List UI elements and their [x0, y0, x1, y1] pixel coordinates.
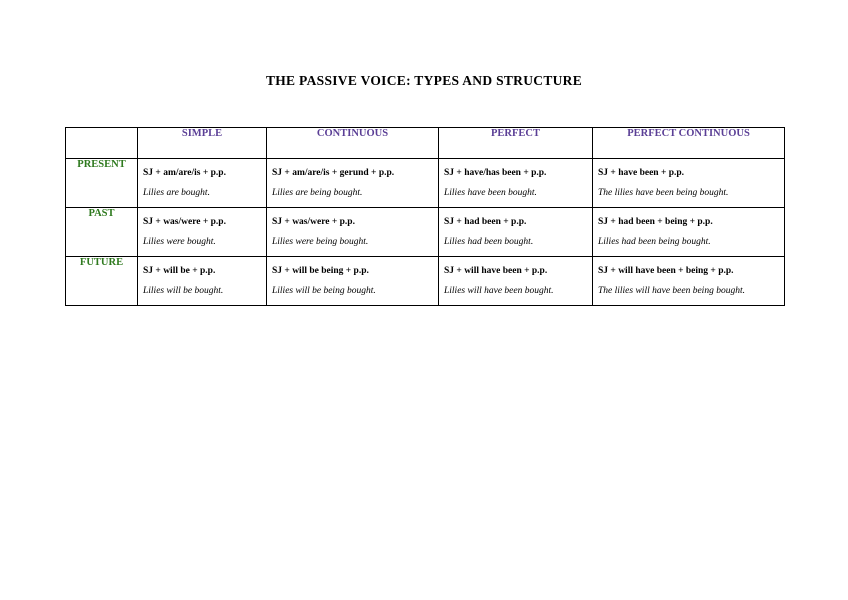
table-corner-cell [66, 128, 138, 159]
cell-example: Lilies have been bought. [444, 188, 537, 198]
cell-formula: SJ + will have been + p.p. [444, 266, 548, 276]
table-cell [593, 208, 785, 257]
cell-example: Lilies will have been bought. [444, 286, 554, 296]
table-cell [593, 159, 785, 208]
cell-example: The lilies will have been being bought. [598, 286, 745, 296]
table-row [66, 159, 785, 208]
table-cell [267, 257, 439, 306]
cell-formula: SJ + was/were + p.p. [272, 217, 355, 227]
cell-example: Lilies are being bought. [272, 188, 363, 198]
cell-formula: SJ + was/were + p.p. [143, 217, 226, 227]
table-header-row [66, 128, 785, 159]
cell-example: Lilies had been bought. [444, 237, 534, 247]
table-cell [439, 257, 593, 306]
passive-voice-table [65, 127, 785, 306]
table-cell [138, 257, 267, 306]
table-cell [138, 208, 267, 257]
table-cell [439, 208, 593, 257]
cell-example: The lilies have been being bought. [598, 188, 729, 198]
cell-example: Lilies had been being bought. [598, 237, 711, 247]
table-cell [439, 159, 593, 208]
cell-formula: SJ + have been + p.p. [598, 168, 685, 178]
cell-formula: SJ + will be being + p.p. [272, 266, 369, 276]
cell-formula: SJ + had been + p.p. [444, 217, 527, 227]
table-cell [593, 257, 785, 306]
row-header-present: PRESENT [66, 159, 138, 208]
table-cell [267, 159, 439, 208]
column-header-simple: SIMPLE [138, 128, 267, 159]
cell-formula: SJ + am/are/is + p.p. [143, 168, 226, 178]
cell-formula: SJ + had been + being + p.p. [598, 217, 713, 227]
table-cell [267, 208, 439, 257]
cell-example: Lilies were being bought. [272, 237, 369, 247]
table-row [66, 208, 785, 257]
column-header-perfect: PERFECT [439, 128, 593, 159]
row-header-future: FUTURE [66, 257, 138, 306]
cell-example: Lilies were bought. [143, 237, 216, 247]
cell-example: Lilies will be bought. [143, 286, 224, 296]
table-row [66, 257, 785, 306]
cell-formula: SJ + will have been + being + p.p. [598, 266, 734, 276]
cell-formula: SJ + have/has been + p.p. [444, 168, 547, 178]
cell-formula: SJ + will be + p.p. [143, 266, 216, 276]
cell-formula: SJ + am/are/is + gerund + p.p. [272, 168, 395, 178]
cell-example: Lilies will be being bought. [272, 286, 376, 296]
row-header-past: PAST [66, 208, 138, 257]
column-header-continuous: CONTINUOUS [267, 128, 439, 159]
cell-example: Lilies are bought. [143, 188, 210, 198]
column-header-perfect-continuous: PERFECT CONTINUOUS [593, 128, 785, 159]
page-title: THE PASSIVE VOICE: TYPES AND STRUCTURE [265, 73, 583, 88]
table-cell [138, 159, 267, 208]
